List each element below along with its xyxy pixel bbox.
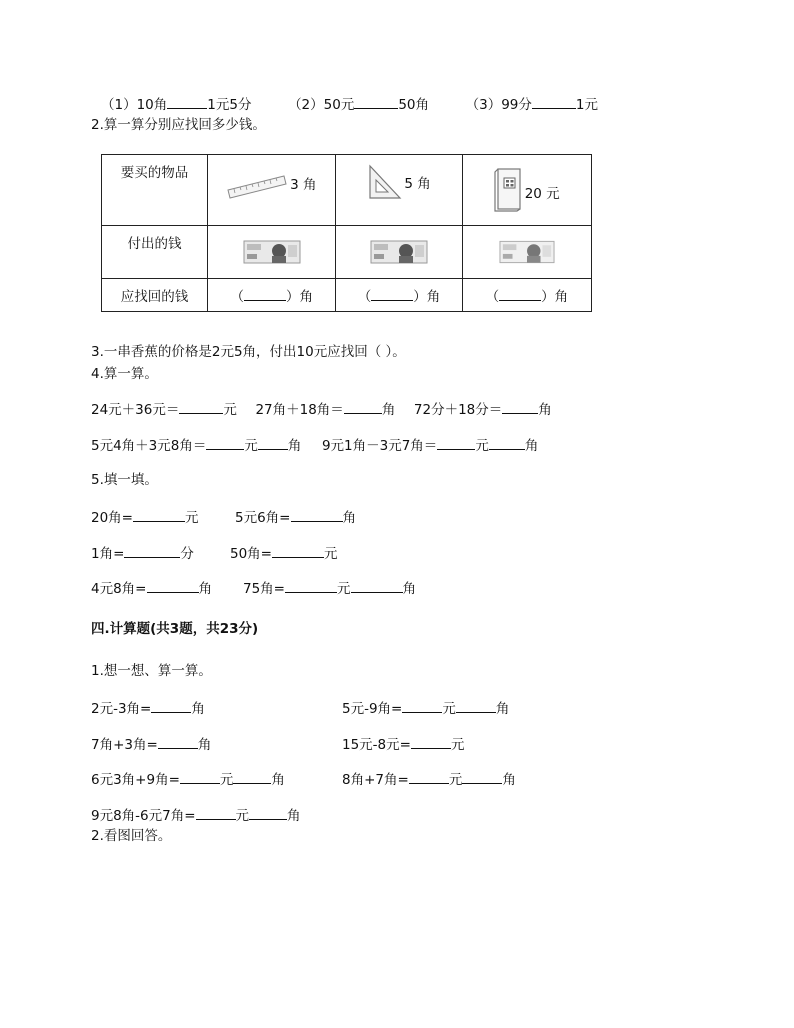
unit: 元 xyxy=(219,772,234,788)
item-book-cell xyxy=(462,155,591,226)
unit: 角 xyxy=(402,581,416,597)
unit: 角 xyxy=(342,510,356,526)
unit: 元 xyxy=(185,510,199,526)
paren-open: （ xyxy=(485,289,500,305)
item-price: 20 元 xyxy=(524,186,560,202)
expr: 20角= xyxy=(91,510,133,526)
answer-blank[interactable] xyxy=(258,435,288,450)
q4-title: 4.算一算。 xyxy=(91,366,158,382)
answer-blank[interactable] xyxy=(249,805,287,820)
q5-row1 xyxy=(91,507,356,527)
calc1-right-1 xyxy=(342,734,464,754)
expr: 75角= xyxy=(243,581,285,597)
q4-row1 xyxy=(91,399,552,419)
unit: 角 xyxy=(502,772,516,788)
unit: 元 xyxy=(235,808,250,824)
row-label-items: 要买的物品 xyxy=(102,155,208,226)
unit: 元 xyxy=(337,581,351,597)
answer-blank[interactable] xyxy=(291,507,343,522)
unit: 角 xyxy=(198,581,212,597)
answer-blank[interactable] xyxy=(180,769,220,784)
unit: 元 xyxy=(244,438,258,454)
unit: 分 xyxy=(180,546,194,562)
answer-blank[interactable] xyxy=(402,698,442,713)
row-label-change: 应找回的钱 xyxy=(102,279,208,312)
unit: 元 xyxy=(223,402,237,418)
expr: 5元4角＋3元8角＝ xyxy=(91,438,207,454)
paid-cell xyxy=(462,226,591,279)
answer-blank[interactable] xyxy=(437,435,475,450)
answer-blank[interactable] xyxy=(167,94,207,109)
q1b-post: 50角 xyxy=(398,97,430,113)
ruler-icon xyxy=(226,170,288,200)
expr: 9元8角-6元7角= xyxy=(91,808,196,824)
expr: 7角+3角= xyxy=(91,737,158,753)
unit: 角 xyxy=(287,438,302,454)
q3-text: 3.一串香蕉的价格是2元5角，付出10元应找回（ ）。 xyxy=(91,344,406,360)
calc1-right-0 xyxy=(342,698,509,718)
change-answer-cell xyxy=(462,279,591,312)
answer-blank[interactable] xyxy=(409,769,449,784)
q1a-pre: （1）10角 xyxy=(101,97,168,113)
paid-cell xyxy=(336,226,462,279)
banknote-icon xyxy=(499,239,555,265)
calc1-left-3 xyxy=(91,805,301,825)
unit: 角 xyxy=(191,701,205,717)
expr: 5元6角= xyxy=(235,510,291,526)
answer-blank[interactable] xyxy=(456,698,496,713)
q5-title: 5.填一填。 xyxy=(91,472,158,488)
expr: 24元＋36元＝ xyxy=(91,402,180,418)
item-setsquare-cell xyxy=(336,155,462,226)
paren-close: ）角 xyxy=(541,289,569,305)
q4-row2 xyxy=(91,435,538,455)
expr: 9元1角－3元7角＝ xyxy=(321,438,438,454)
answer-blank[interactable] xyxy=(272,543,324,558)
answer-blank[interactable] xyxy=(499,287,541,301)
q2-title: 2.算一算分别应找回多少钱。 xyxy=(91,117,266,133)
expr: 1角= xyxy=(91,546,125,562)
answer-blank[interactable] xyxy=(502,399,538,414)
calc2-title: 2.看图回答。 xyxy=(91,828,172,844)
answer-blank[interactable] xyxy=(158,734,198,749)
q1b-pre: （2）50元 xyxy=(288,97,355,113)
set-square-icon xyxy=(366,164,402,200)
expr: 50角= xyxy=(230,546,272,562)
q1c-pre: （3）99分 xyxy=(465,97,532,113)
unit: 角 xyxy=(271,772,285,788)
calc1-title: 1.想一想、算一算。 xyxy=(91,663,212,679)
unit: 角 xyxy=(524,438,539,454)
q5-row3 xyxy=(91,578,416,598)
banknote-icon xyxy=(370,239,428,265)
q1c-post: 1元 xyxy=(575,97,598,113)
unit: 元 xyxy=(324,546,338,562)
answer-blank[interactable] xyxy=(411,734,451,749)
answer-blank[interactable] xyxy=(371,287,413,301)
answer-blank[interactable] xyxy=(179,399,223,414)
answer-blank[interactable] xyxy=(351,578,403,593)
expr: 6元3角+9角= xyxy=(91,772,180,788)
answer-blank[interactable] xyxy=(124,543,180,558)
expr: 4元8角= xyxy=(91,581,147,597)
unit: 元 xyxy=(448,772,463,788)
section-title: 四.计算题(共3题，共23分) xyxy=(91,621,259,637)
item-ruler-cell xyxy=(208,155,336,226)
paren-close: ）角 xyxy=(285,289,313,305)
unit: 角 xyxy=(495,701,510,717)
paren-open: （ xyxy=(230,289,244,305)
unit: 元 xyxy=(475,438,489,454)
calc1-right-2 xyxy=(342,769,516,789)
q1a-post: 1元5分 xyxy=(207,97,252,113)
unit: 角 xyxy=(287,808,301,824)
answer-blank[interactable] xyxy=(462,769,502,784)
answer-blank[interactable] xyxy=(285,578,337,593)
expr: 8角+7角= xyxy=(342,772,409,788)
answer-blank[interactable] xyxy=(233,769,271,784)
expr: 27角＋18角＝ xyxy=(255,402,344,418)
row-label-paid: 付出的钱 xyxy=(102,226,208,279)
change-answer-cell xyxy=(336,279,462,312)
item-price: 3 角 xyxy=(290,177,317,193)
answer-blank[interactable] xyxy=(344,399,382,414)
calc1-left-1 xyxy=(91,734,211,754)
book-icon xyxy=(493,166,523,212)
unit: 角 xyxy=(538,402,552,418)
expr: 72分＋18分＝ xyxy=(413,402,503,418)
answer-blank[interactable] xyxy=(206,435,244,450)
paren-close: ）角 xyxy=(413,289,441,305)
paid-cell xyxy=(208,226,336,279)
answer-blank[interactable] xyxy=(147,578,199,593)
paren-open: （ xyxy=(357,289,372,305)
banknote-icon xyxy=(243,239,301,265)
change-answer-cell xyxy=(208,279,336,312)
answer-blank[interactable] xyxy=(532,94,576,109)
answer-blank[interactable] xyxy=(196,805,236,820)
calc1-left-0 xyxy=(91,698,205,718)
answer-blank[interactable] xyxy=(151,698,191,713)
answer-blank[interactable] xyxy=(489,435,525,450)
answer-blank[interactable] xyxy=(133,507,185,522)
unit: 角 xyxy=(381,402,396,418)
unit: 元 xyxy=(442,701,456,717)
answer-blank[interactable] xyxy=(244,287,286,301)
change-table xyxy=(101,154,592,312)
expr: 2元-3角= xyxy=(91,701,152,717)
answer-blank[interactable] xyxy=(354,94,398,109)
q5-row2 xyxy=(91,543,338,563)
expr: 15元-8元= xyxy=(342,737,411,753)
expr: 5元-9角= xyxy=(342,701,403,717)
unit: 角 xyxy=(197,737,212,753)
item-price: 5 角 xyxy=(404,176,431,192)
calc1-left-2 xyxy=(91,769,285,789)
q1-line xyxy=(101,94,598,114)
unit: 元 xyxy=(450,737,465,753)
